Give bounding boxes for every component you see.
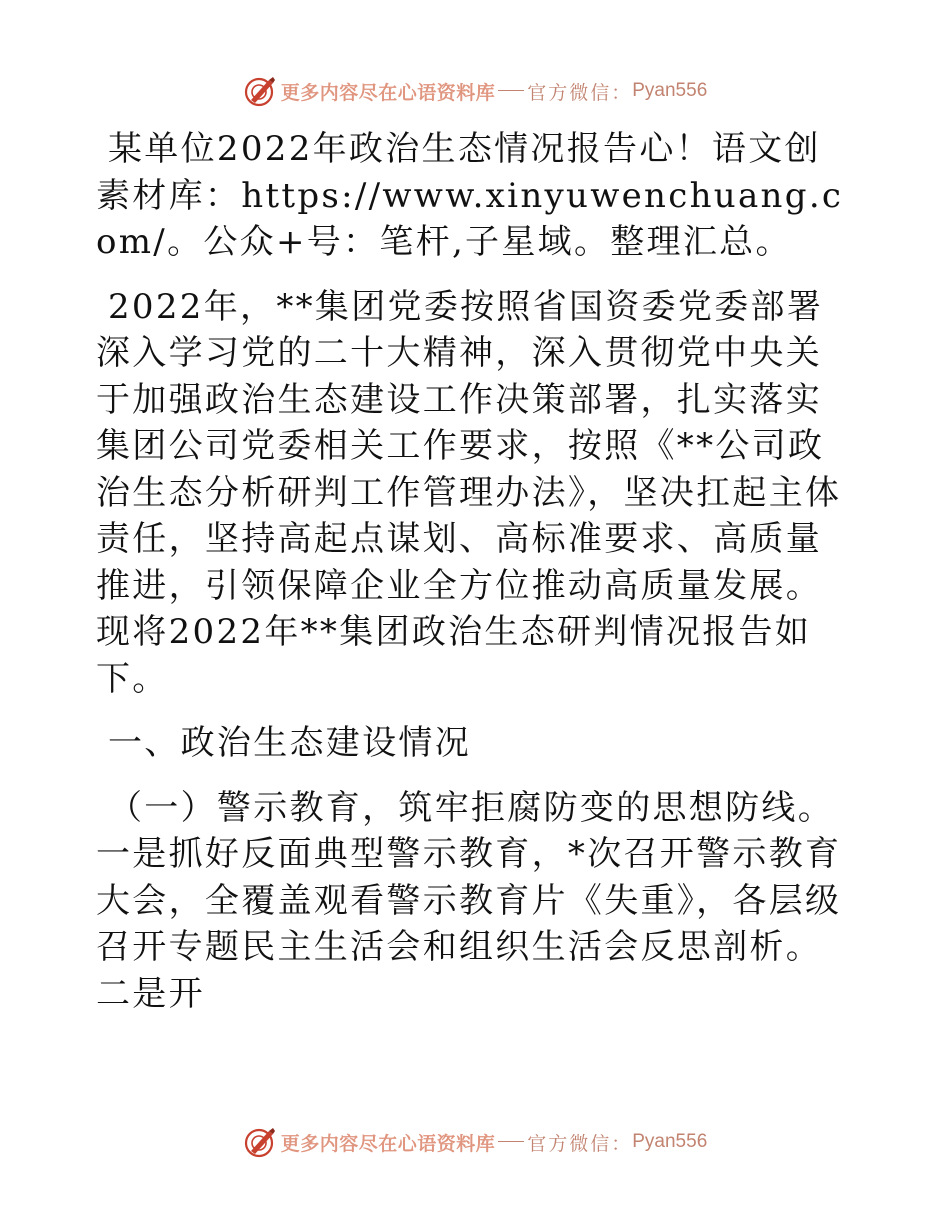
document-body (96, 126, 856, 1035)
watermark-official-label: 官方微信： (527, 1132, 633, 1155)
watermark-main-text: 更多内容尽在心语资料库 (280, 1132, 496, 1155)
pen-logo-icon (243, 74, 277, 108)
watermark-main-text: 更多内容尽在心语资料库 (280, 81, 496, 104)
paragraph-section-one: （一）警示教育，筑牢拒腐防变的思想防线。一是抓好反面典型警示教育，*次召开警示教育大会，全覆盖观看警示教育片《失重》，各层级召开专题民主生活会和组织生活会反思剖析。二是开 (96, 787, 842, 1014)
watermark-separator (498, 1141, 524, 1142)
watermark-separator (498, 90, 524, 91)
watermark-banner-bottom (0, 1122, 950, 1162)
pen-logo-icon (243, 1125, 277, 1159)
section-heading: 一、政治生态建设情况 (108, 723, 471, 763)
paragraph-intro: 某单位2022年政治生态情况报告心！语文创素材库：https://www.xinyuwenchuang.com/。公众+号：笔杆,子星域。整理汇总。 (96, 129, 844, 262)
watermark-wechat-id: Pyan556 (632, 1131, 708, 1152)
watermark-banner-top (0, 71, 950, 111)
watermark-wechat-id: Pyan556 (632, 80, 708, 101)
watermark-official-label: 官方微信： (527, 81, 633, 104)
paragraph-summary: 2022年，**集团党委按照省国资委党委部署深入学习党的二十大精神，深入贯彻党中央关于加强政治生态建设工作决策部署，扎实落实集团公司党委相关工作要求，按照《**公司政治生态分析研判工作管理办法》，坚决扛起主体责任，坚持高起点谋划、高标准要求、高质量推进，引领保障企业全方位推动高质量发展。现将2022年**集团政治生态研判情况报告如下。 (96, 286, 842, 699)
